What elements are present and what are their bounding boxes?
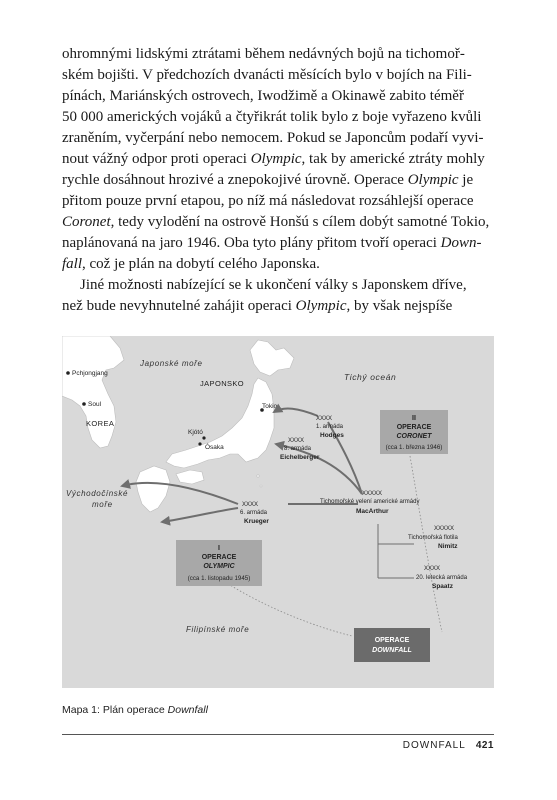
running-head: DOWNFALL <box>402 740 466 751</box>
east-china-sea-label-1: Východočínské <box>66 489 129 498</box>
macarthur-symbol: XXXXX <box>362 491 383 497</box>
unit-eichelberger <box>280 438 320 461</box>
footer-rule <box>62 734 494 735</box>
tokyo-label: Tokio <box>262 403 278 410</box>
unit-hodges <box>316 416 344 439</box>
hodges-unit: 1. armáda <box>316 424 344 430</box>
hodges-commander: Hodges <box>320 432 344 439</box>
p1-line-6: nout vážný odpor proti operaci <box>62 151 251 167</box>
downfall-italic: Down- <box>440 235 482 251</box>
spaatz-commander: Spaatz <box>432 583 453 590</box>
japan-label: JAPONSKO <box>200 379 245 388</box>
arrow-krueger-to-kyushu <box>162 508 238 522</box>
coronet-op: OPERACE <box>396 424 432 431</box>
korea-label: KOREA <box>86 419 115 428</box>
p1-line-4: 50 000 amerických vojáků a čtyřikrát tolik bylo z boje vyřazeno kvůli <box>62 109 482 125</box>
coronet-box <box>380 410 448 454</box>
body-text <box>62 44 495 317</box>
downfall-map <box>62 336 494 688</box>
p1-line-5: zraněním, vyčerpání nebo nemocem. Pokud se Japoncům podaří vyvi- <box>62 130 484 146</box>
eichelberger-commander: Eichelberger <box>280 454 320 461</box>
downfall-name: DOWNFALL <box>372 647 412 654</box>
krueger-unit: 6. armáda <box>240 510 268 516</box>
arrow-to-tokyo-hodges <box>274 409 318 416</box>
macarthur-commander: MacArthur <box>356 508 389 515</box>
kyoto-dot <box>202 436 205 439</box>
olympic-box <box>176 540 262 586</box>
paragraph-2 <box>62 275 495 317</box>
olympic-italic: Olympic <box>250 151 302 167</box>
osaka-label: Ósaka <box>205 444 224 451</box>
caption-prefix: Mapa 1: Plán operace <box>62 704 168 716</box>
coronet-date: (cca 1. března 1946) <box>385 444 443 451</box>
paragraph-1 <box>62 44 495 275</box>
downfall-box <box>354 628 430 662</box>
coronet-italic: Coronet <box>62 214 111 230</box>
philippine-sea-label: Filipínské moře <box>186 625 250 634</box>
hodges-symbol: XXXX <box>316 416 333 422</box>
osaka-dot <box>198 442 201 445</box>
map-figure <box>62 336 494 688</box>
korea-landmass <box>62 336 124 448</box>
macarthur-unit: Tichomořské velení americké armády <box>320 499 420 505</box>
p1-line-1: ohromnými lidskými ztrátami během nedávných bojů na tichomoř- <box>62 46 465 62</box>
p1-line-2: ském bojišti. V předchozích dvanácti měsících bylo v bojích na Fili- <box>62 67 472 83</box>
pacific-label: Tichý oceán <box>344 372 397 382</box>
hokkaido <box>250 340 294 376</box>
honshu <box>166 378 274 468</box>
olympic-name: OLYMPIC <box>203 563 235 570</box>
unit-nimitz <box>408 526 458 550</box>
pyongyang-label: Pchjongjang <box>72 370 108 377</box>
krueger-commander: Krueger <box>244 518 269 525</box>
seoul-label: Soul <box>88 401 102 408</box>
eichelberger-unit: 8. armáda <box>284 446 312 452</box>
nimitz-symbol: XXXXX <box>434 526 455 532</box>
coronet-numeral: II <box>412 415 416 422</box>
p1-line-7: rychle dosáhnout hrozivé a znepokojivé úrovně. Operace <box>62 172 408 188</box>
olympic-italic: Olympic <box>295 298 347 314</box>
downfall-op: OPERACE <box>374 637 410 644</box>
east-china-sea-label-2: moře <box>92 500 113 509</box>
pyongyang-dot <box>66 371 70 375</box>
nimitz-unit: Tichomořská flotila <box>408 535 458 541</box>
olympic-numeral: I <box>218 545 220 552</box>
p1-line-10: naplánovaná na jaro 1946. Oba tyto plány přitom tvoří operaci <box>62 235 441 251</box>
kyushu <box>136 466 170 512</box>
p2-line-2-rest: , by však nejspíše <box>346 298 453 314</box>
coronet-name: CORONET <box>396 433 432 440</box>
p1-line-7-rest: je <box>458 172 474 188</box>
olympic-date: (cca 1. listopadu 1945) <box>187 575 251 582</box>
figure-caption <box>62 704 208 716</box>
unit-krueger <box>240 502 269 525</box>
spaatz-unit: 20. letecká armáda <box>416 575 468 581</box>
spaatz-symbol: XXXX <box>424 566 441 572</box>
eichelberger-symbol: XXXX <box>288 438 305 444</box>
shikoku <box>176 470 204 484</box>
japan-sea-label: Japonské moře <box>140 359 203 368</box>
p1-line-9: , tedy vylodění na ostrově Honšú s cílem dobýt samotné Tokio, <box>110 214 490 230</box>
krueger-symbol: XXXX <box>242 502 259 508</box>
downfall-italic: fall <box>62 256 83 272</box>
kyoto-label: Kjótó <box>188 429 203 436</box>
caption-italic: Downfall <box>167 704 208 716</box>
p2-line-2: než bude nevyhnutelné zahájit operaci <box>62 298 296 314</box>
nimitz-commander: Nimitz <box>438 543 458 550</box>
p1-line-6-rest: , tak by americké ztráty mohly <box>301 151 485 167</box>
page-number: 421 <box>475 740 494 751</box>
command-lines <box>378 524 414 578</box>
page-footer <box>403 740 494 751</box>
seoul-dot <box>82 402 86 406</box>
p1-line-11: , což je plán na dobytí celého Japonska. <box>82 256 320 272</box>
p1-line-8: přitom pouze první etapou, po níž má následovat rozsáhlejší operace <box>62 193 474 209</box>
olympic-italic: Olympic <box>407 172 459 188</box>
unit-spaatz <box>416 566 468 590</box>
olympic-op: OPERACE <box>201 554 237 561</box>
p2-line-1: Jiné možnosti nabízející se k ukončení války s Japonskem dříve, <box>80 277 467 293</box>
p1-line-3: pínách, Mariánských ostrovech, Iwodžimě a Okinawě zabito téměř <box>62 88 464 104</box>
unit-macarthur <box>320 491 419 515</box>
